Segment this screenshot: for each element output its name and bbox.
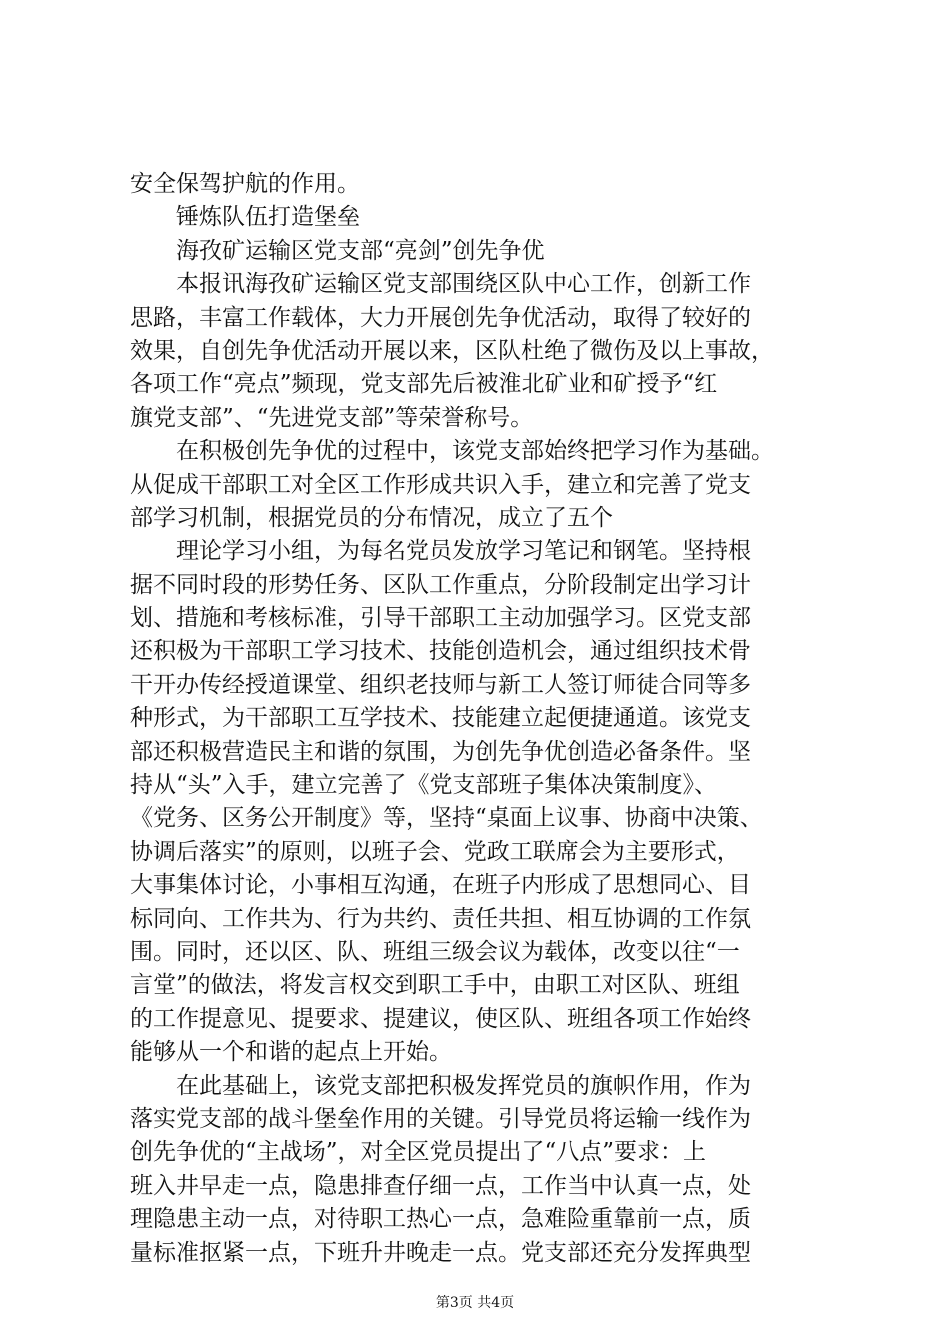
text-line: 锤炼队伍打造堡垒 [176,204,360,231]
text-line: 效果，自创先争优活动开展以来，区队杜绝了微伤及以上事故， [130,337,774,364]
text-line: 部学习机制，根据党员的分布情况，成立了五个 [130,504,613,531]
text-line: 思路，丰富工作载体，大力开展创先争优活动，取得了较好的 [130,304,751,331]
text-line: 种形式，为干部职工互学技术、技能建立起便捷通道。该党支 [130,705,751,732]
text-line: 从促成干部职工对全区工作形成共识入手，建立和完善了党支 [130,471,751,498]
text-line: 的工作提意见、提要求、提建议，使区队、班组各项工作始终 [130,1005,751,1032]
text-line: 划、措施和考核标准，引导干部职工主动加强学习。区党支部 [130,605,751,632]
text-line: 在积极创先争优的过程中，该党支部始终把学习作为基础。 [176,438,774,465]
text-line: 理隐患主动一点，对待职工热心一点，急难险重靠前一点，质 [130,1206,751,1233]
text-line: 各项工作“亮点”频现，党支部先后被淮北矿业和矿授予“红 [130,371,718,398]
text-line: 围。同时，还以区、队、班组三级会议为载体，改变以往“一 [130,938,740,965]
text-line: 部还积极营造民主和谐的氛围，为创先争优创造必备条件。坚 [130,738,751,765]
text-line: 标同向、工作共为、行为共约、责任共担、相互协调的工作氛 [130,905,751,932]
text-line: 量标准抠紧一点，下班升井晚走一点。党支部还充分发挥典型 [130,1239,751,1266]
text-line: 还积极为干部职工学习技术、技能创造机会，通过组织技术骨 [130,638,751,665]
text-line: 理论学习小组，为每名党员发放学习笔记和钢笔。坚持根 [176,538,751,565]
text-line: 协调后落实”的原则，以班子会、党政工联席会为主要形式， [130,838,740,865]
text-line: 言堂”的做法，将发言权交到职工手中，由职工对区队、班组 [130,972,740,999]
text-line: 安全保驾护航的作用。 [130,171,360,197]
text-line: 在此基础上，该党支部把积极发挥党员的旗帜作用，作为 [176,1072,751,1099]
text-line: 创先争优的“主战场”，对全区党员提出了“八点”要求：上 [130,1139,707,1166]
text-line: 海孜矿运输区党支部“亮剑”创先争优 [176,237,545,264]
text-line: 本报讯海孜矿运输区党支部围绕区队中心工作，创新工作 [176,271,751,298]
text-line: 据不同时段的形势任务、区队工作重点，分阶段制定出学习计 [130,571,751,598]
text-line: 旗党支部”、“先进党支部”等荣誉称号。 [130,404,534,431]
text-line: 班入井早走一点，隐患排查仔细一点，工作当中认真一点，处 [130,1172,751,1199]
text-line: 干开办传经授道课堂、组织老技师与新工人签订师徒合同等多 [130,671,751,698]
page-footer: 第3页 共4页 [435,1295,515,1311]
text-line: 《党务、区务公开制度》等，坚持“桌面上议事、协商中决策、 [130,805,763,832]
text-line: 能够从一个和谐的起点上开始。 [130,1039,452,1066]
text-line: 持从“头”入手，建立完善了《党支部班子集体决策制度》、 [130,772,718,799]
document-body [130,168,830,1270]
text-line: 大事集体讨论，小事相互沟通，在班子内形成了思想同心、目 [130,872,751,899]
text-line: 落实党支部的战斗堡垒作用的关键。引导党员将运输一线作为 [130,1105,751,1132]
